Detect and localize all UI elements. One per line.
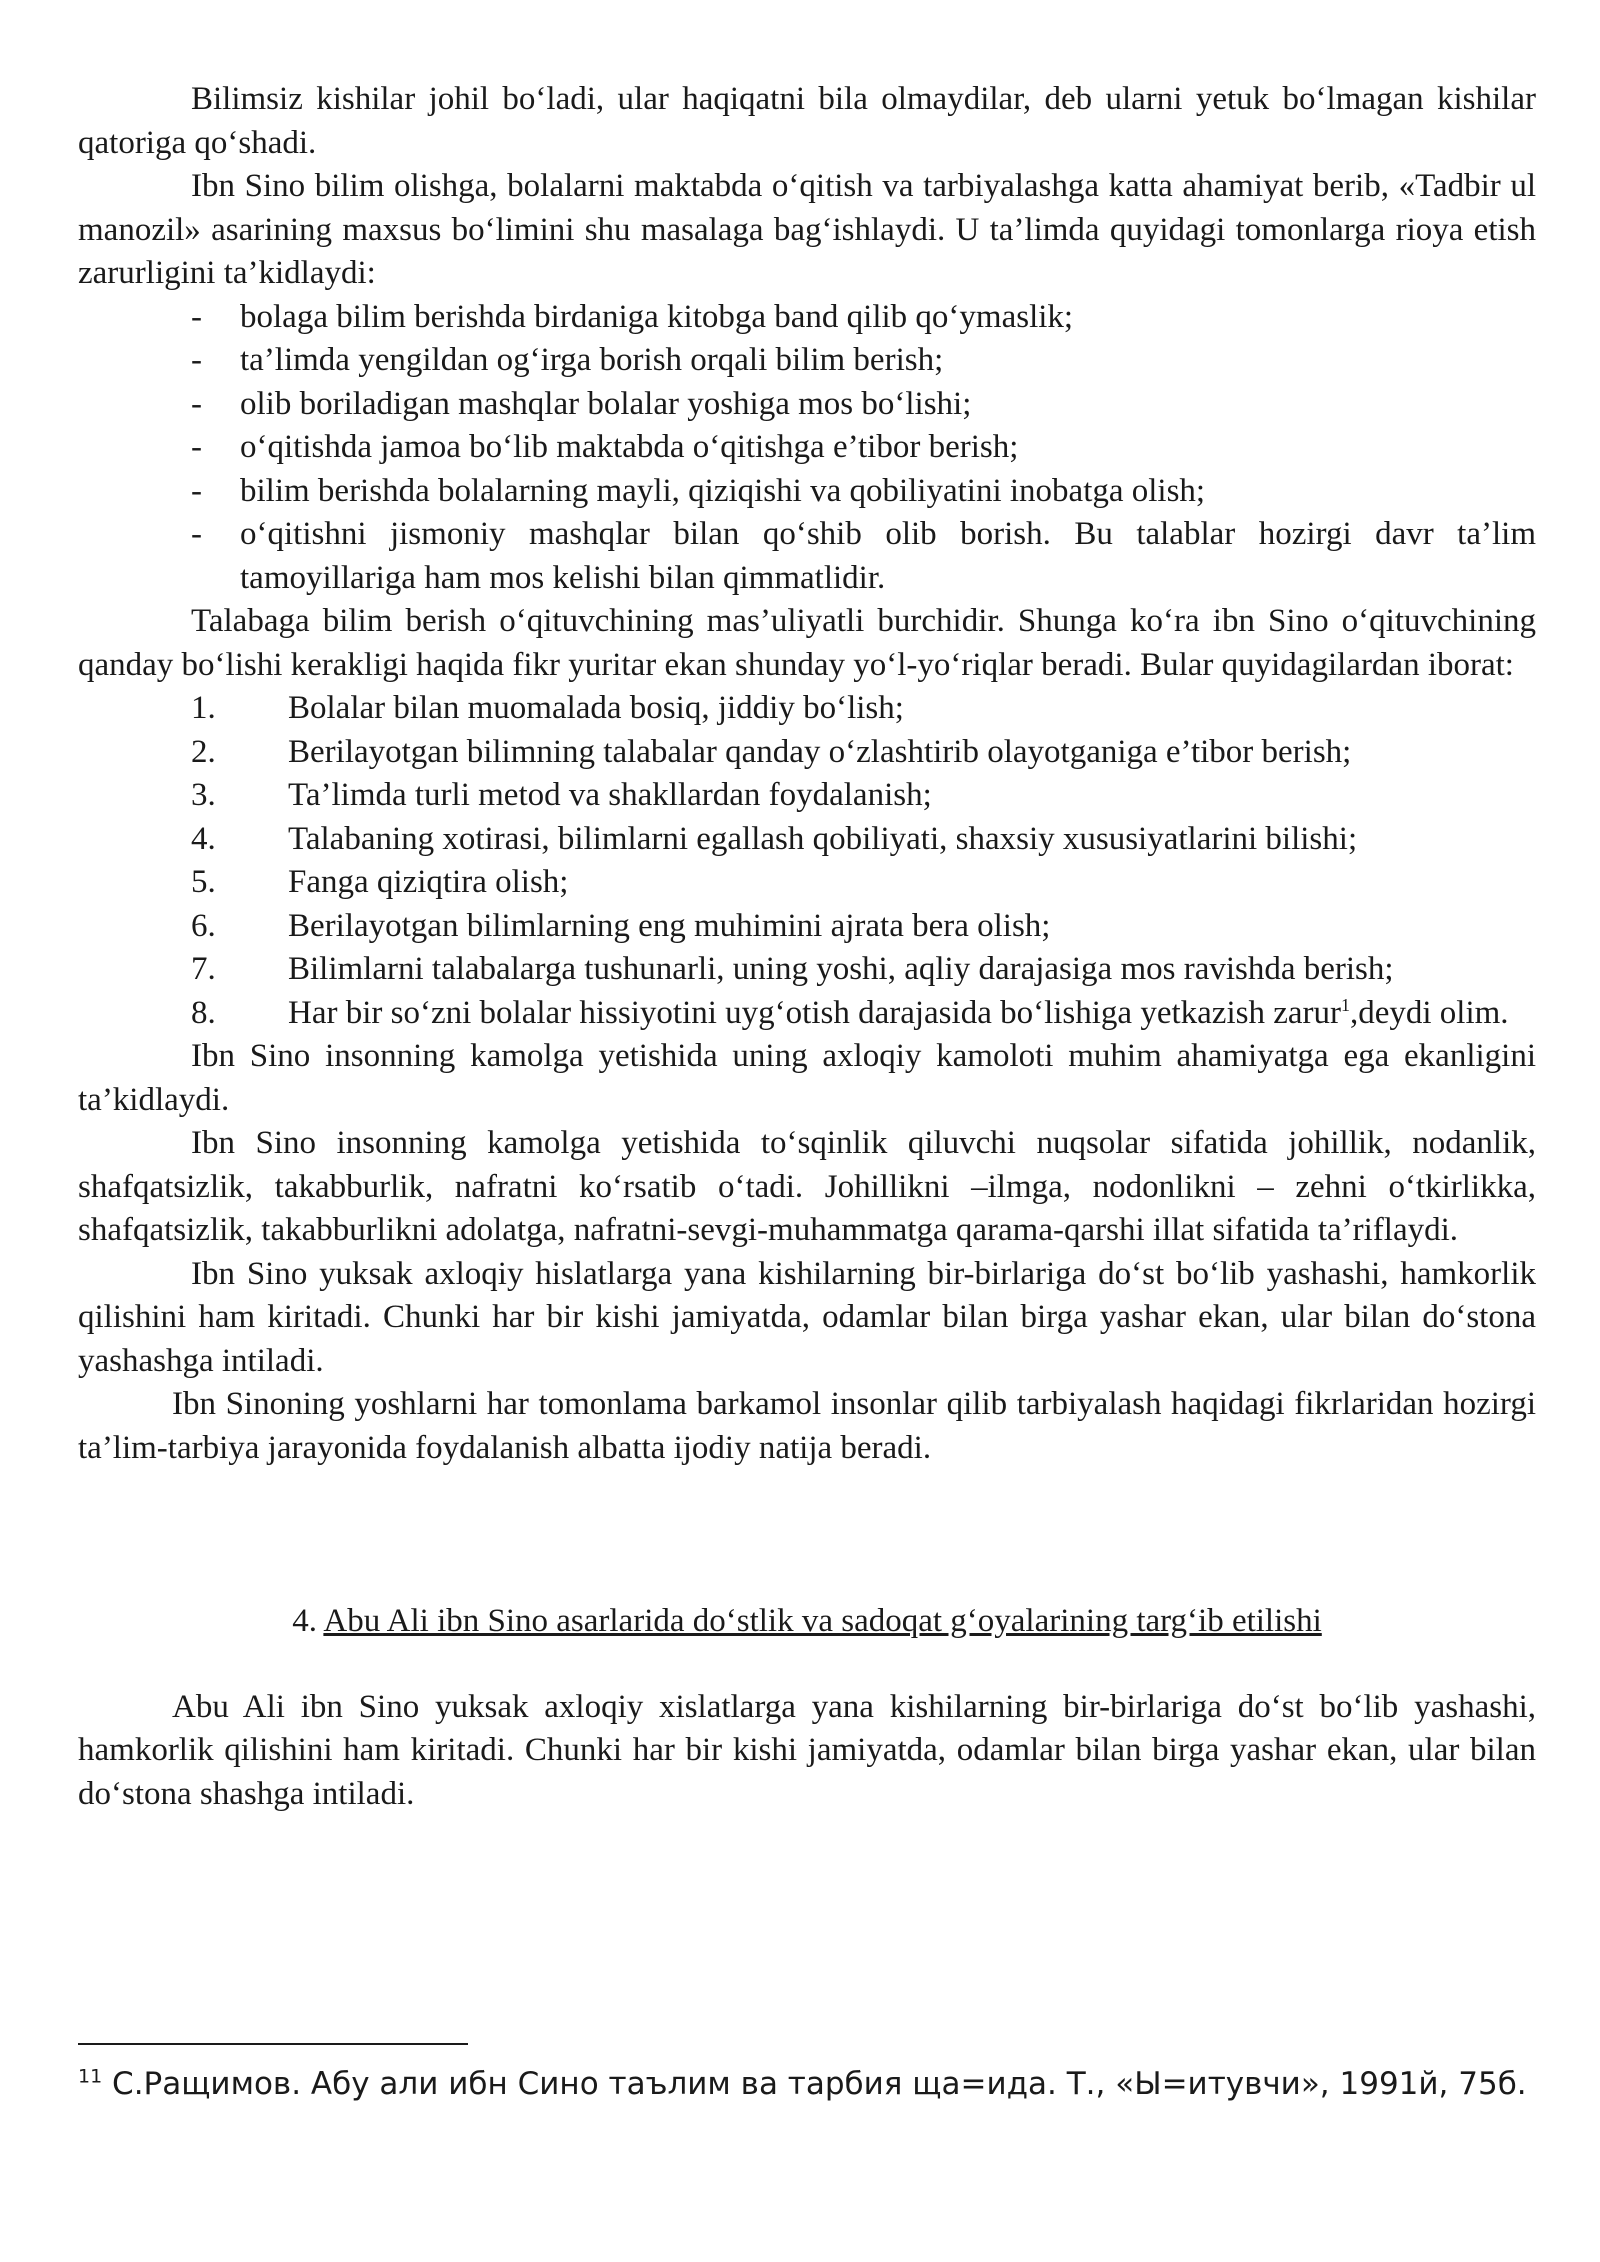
list-item-text: Bolalar bilan muomalada bosiq, jiddiy bo‘lish; — [288, 690, 904, 726]
list-number: 8. — [191, 994, 216, 1031]
list-item-text: Talabaning xotirasi, bilimlarni egallash qobiliyati, shaxsiy xususiyatlarini bilishi; — [288, 820, 1358, 857]
list-item — [78, 470, 1536, 514]
list-number: 1. — [191, 690, 216, 726]
dash-bullet: - — [191, 472, 202, 509]
list-item — [78, 818, 1536, 862]
list-number: 6. — [191, 907, 216, 944]
paragraph-friendship: Ibn Sino yuksak axloqiy hislatlarga yana kishilarning bir-birlariga do‘st bo‘lib yashashi, hamkorlik qilishini ham kiritadi. Chunki har bir kishi jamiyatda, odamlar bilan birga yashar ekan, ular bilan do‘stona yashashga intiladi. — [78, 1255, 1536, 1379]
list-item-text: olib boriladigan mashqlar bolalar yoshiga mos bo‘lishi; — [240, 385, 972, 422]
list-item — [78, 426, 1536, 470]
list-number: 4. — [191, 820, 216, 857]
list-item — [78, 383, 1536, 427]
list-item-text: Berilayotgan bilimlarning eng muhimini ajrata bera olish; — [288, 907, 1051, 944]
section-number: 4. — [292, 1603, 317, 1639]
list-item-text: bilim berishda bolalarning mayli, qiziqishi va qobiliyatini inobatga olish; — [240, 472, 1206, 509]
dash-bullet: - — [191, 298, 202, 335]
list-item — [78, 339, 1536, 383]
list-item — [78, 905, 1536, 949]
list-item-text: Berilayotgan bilimning talabalar qanday o‘zlashtirib olayotganiga e’tibor berish; — [288, 733, 1352, 770]
dash-bullet: - — [191, 342, 202, 378]
paragraph-ignorance: Bilimsiz kishilar johil bo‘ladi, ular haqiqatni bila olmaydilar, deb ularni yetuk bo‘lmagan kishilar qatoriga qo‘shadi. — [78, 81, 1536, 161]
paragraph-education-importance: Ibn Sino bilim olishga, bolalarni maktabda o‘qitish va tarbiyalashga katta ahamiyat berib, «Tadbir ul manozil» asarining maxsus bo‘limini shu masalaga bag‘ishlaydi. U ta’limda quyidagi tomonlarga rioya etish zarurligini ta’kidlaydi: — [78, 168, 1536, 291]
dash-bullet: - — [191, 429, 202, 465]
paragraph-conclusion: Ibn Sinoning yoshlarni har tomonlama barkamol insonlar qilib tarbiyalash haqidagi fikrlaridan hozirgi ta’lim-tarbiya jarayonida foydalanish albatta ijodiy natija beradi. — [78, 1386, 1536, 1466]
footnote-mark: 11 — [78, 2065, 103, 2088]
dash-bullet: - — [191, 516, 202, 552]
list-item-text: o‘qitishni jismoniy mashqlar bilan qo‘shib olib borish. Bu talablar hozirgi davr ta’lim tamoyillariga ham mos kelishi bilan qimmatlidir. — [240, 516, 1536, 596]
list-item-text: Ta’limda turli metod va shakllardan foydalanish; — [288, 777, 932, 813]
list-item-text-end: ,deydi olim. — [1349, 994, 1509, 1031]
footnote — [78, 2060, 1536, 2108]
paragraph-vices: Ibn Sino insonning kamolga yetishida to‘sqinlik qiluvchi nuqsolar sifatida johillik, nodanlik, shafqatsizlik, takabburlik, nafratni ko‘rsatib o‘tadi. Johillikni –ilmga, nodonlikni – zehni o‘tkirlikka, shafqatsizlik, takabburlikni adolatga, nafratni-sevgi-muhammatga qarama-qarshi illat sifatida ta’riflaydi. — [78, 1125, 1536, 1248]
section-title: Abu Ali ibn Sino asarlarida do‘stlik va sadoqat g‘oyalarining targ‘ib etilishi — [323, 1603, 1322, 1639]
list-item-text: Bilimlarni talabalarga tushunarli, uning yoshi, aqliy darajasiga mos ravishda berish; — [288, 951, 1394, 987]
paragraph-teacher-duty: Talabaga bilim berish o‘qituvchining mas’uliyatli burchidir. Shunga ko‘ra ibn Sino o‘qituvchining qanday bo‘lishi kerakligi haqida fikr yuritar ekan shunday yo‘l-yo‘riqlar beradi. Bular quyidagilardan iborat: — [78, 603, 1536, 683]
paragraph-moral-perfection: Ibn Sino insonning kamolga yetishida uning axloqiy kamoloti muhim ahamiyatga ega ekanligini ta’kidlaydi. — [78, 1038, 1536, 1118]
footnote-divider — [78, 2043, 468, 2045]
list-item — [78, 687, 1536, 731]
list-item-text: ta’limda yengildan og‘irga borish orqali bilim berish; — [240, 342, 944, 378]
document-page — [78, 78, 1536, 1816]
list-item-text: Fanga qiziqtira olish; — [288, 864, 569, 900]
footnote-reference[interactable]: 1 — [1340, 994, 1350, 1015]
list-item — [78, 513, 1536, 600]
list-number: 5. — [191, 864, 216, 900]
dash-list — [78, 296, 1536, 601]
list-item — [78, 296, 1536, 340]
list-number: 2. — [191, 733, 216, 770]
list-item-text: o‘qitishda jamoa bo‘lib maktabda o‘qitishga e’tibor berish; — [240, 429, 1019, 465]
dash-bullet: - — [191, 385, 202, 422]
list-number: 7. — [191, 951, 216, 987]
list-number: 3. — [191, 777, 216, 813]
list-item — [78, 861, 1536, 905]
section-heading — [78, 1600, 1536, 1644]
list-item — [78, 731, 1536, 775]
list-item-text: Har bir so‘zni bolalar hissiyotini uyg‘otish darajasida bo‘lishiga yetkazish zarur — [288, 994, 1341, 1031]
list-item — [78, 774, 1536, 818]
list-item-text: bolaga bilim berishda birdaniga kitobga band qilib qo‘ymaslik; — [240, 298, 1074, 335]
numbered-list — [78, 687, 1536, 1035]
footnote-text: С.Ращимов. Абу али ибн Сино таълим ва тарбия ща=ида. Т., «Ы=итувчи», 1991й, 75б. — [112, 2066, 1527, 2102]
list-item — [78, 948, 1536, 992]
section-paragraph: Abu Ali ibn Sino yuksak axloqiy xislatlarga yana kishilarning bir-birlariga do‘st bo‘lib yashashi, hamkorlik qilishini ham kiritadi. Chunki har bir kishi jamiyatda, odamlar bilan birga yashar ekan, ular bilan do‘stona shashga intiladi. — [78, 1688, 1536, 1812]
list-item — [78, 992, 1536, 1036]
